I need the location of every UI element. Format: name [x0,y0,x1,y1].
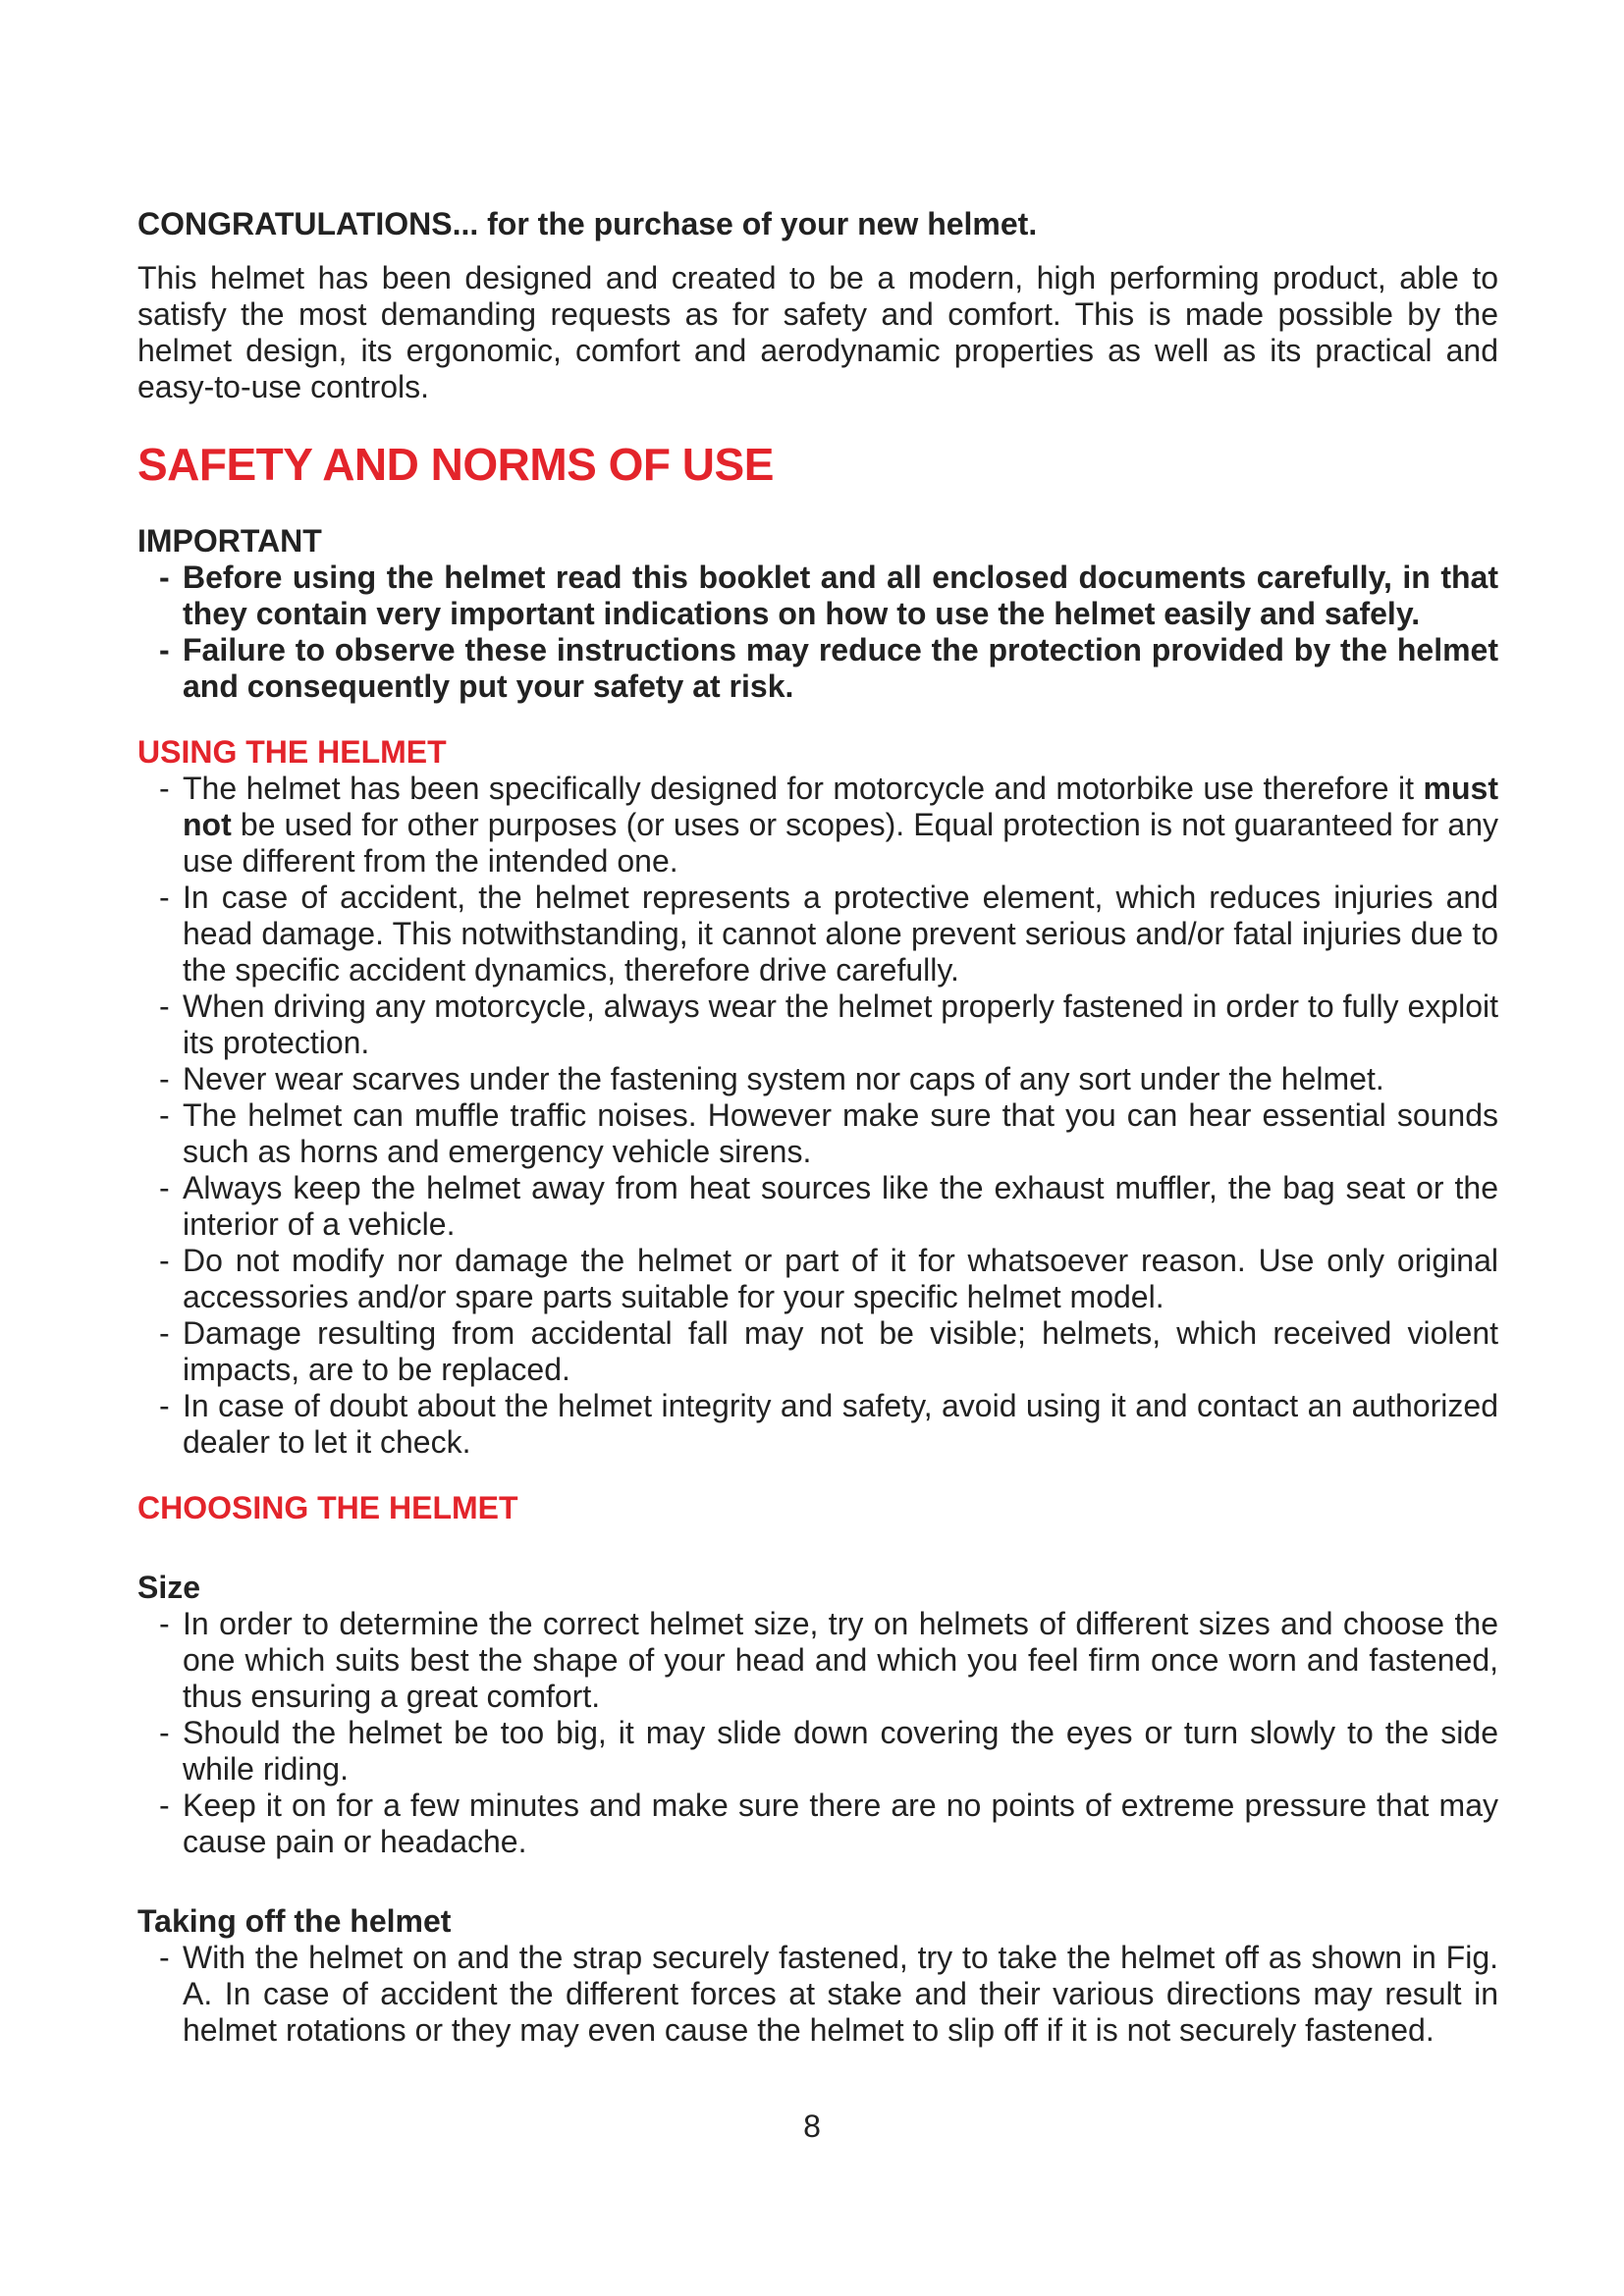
intro-title: CONGRATULATIONS... for the purchase of your new helmet. [137,206,1038,241]
dash-bullet: - [159,988,170,1024]
choosing-helmet-heading: CHOOSING THE HELMET [137,1490,518,1525]
size-heading: Size [137,1570,201,1605]
spacer [137,1526,1498,1570]
page-number: 8 [803,2109,821,2144]
list-item: - Before using the helmet read this booklet and all enclosed documents carefully, in that they contain very important indications on how to use the helmet easily and safely. [159,560,1498,631]
list-item: - In order to determine the correct helmet size, try on helmets of different sizes and choose the one which suits best the shape of your head and which you feel firm once worn and fastened, thus ensuring a great comfort. [159,1606,1498,1714]
dash-bullet: - [159,1097,170,1133]
list-item: - With the helmet on and the strap securely fastened, try to take the helmet off as shown in Fig. A. In case of accident the different forces at stake and their various directions may result in helmet rotations or they may even cause the helmet to slip off if it is not securely fastened. [159,1940,1498,2048]
list-item: - The helmet can muffle traffic noises. However make sure that you can hear essential sounds such as horns and emergency vehicle sirens. [159,1097,1498,1169]
list-item: - In case of doubt about the helmet integrity and safety, avoid using it and contact an authorized dealer to let it check. [159,1388,1498,1460]
dash-bullet: - [159,1606,170,1641]
list-item: - Never wear scarves under the fastening system nor caps of any sort under the helmet. [159,1061,1384,1096]
list-item: - Do not modify nor damage the helmet or part of it for whatsoever reason. Use only original accessories and/or spare parts suitable for your specific helmet model. [159,1243,1498,1314]
dash-bullet: - [159,632,170,667]
dash-bullet: - [159,1315,170,1351]
using-helmet-heading: USING THE HELMET [137,734,447,770]
dash-bullet: - [159,1388,170,1423]
important-list [137,560,1498,705]
list-item: - Always keep the helmet away from heat sources like the exhaust muffler, the bag seat or the interior of a vehicle. [159,1170,1498,1242]
using-helmet-list [137,771,1498,1461]
intro-paragraph: This helmet has been designed and created to be a modern, high performing product, able to satisfy the most demanding requests as for safety and comfort. This is made possible by the helmet design, its ergonomic, comfort and aerodynamic properties as well as its practical and easy-to-use controls. [137,260,1498,404]
dash-bullet: - [159,560,170,595]
list-item: - Damage resulting from accidental fall may not be visible; helmets, which received violent impacts, are to be replaced. [159,1315,1498,1387]
dash-bullet: - [159,1715,170,1750]
size-list [137,1606,1498,1860]
taking-off-list [137,1940,1498,2049]
dash-bullet: - [159,1061,170,1096]
dash-bullet: - [159,1170,170,1205]
list-item: - Keep it on for a few minutes and make sure there are no points of extreme pressure that may cause pain or headache. [159,1788,1498,1859]
list-item: - Failure to observe these instructions may reduce the protection provided by the helmet and consequently put your safety at risk. [159,632,1498,704]
dash-bullet: - [159,771,170,806]
dash-bullet: - [159,1788,170,1823]
important-heading: IMPORTANT [137,523,322,559]
list-item: - In case of accident, the helmet represents a protective element, which reduces injuries and head damage. This notwithstanding, it cannot alone prevent serious and/or fatal injuries due to the specific accident dynamics, therefore drive carefully. [159,880,1498,988]
section-title-safety: SAFETY AND NORMS OF USE [137,439,774,490]
dash-bullet: - [159,880,170,915]
dash-bullet: - [159,1243,170,1278]
emphasis-must-not: must not [183,771,1498,842]
list-item: - The helmet has been specifically designed for motorcycle and motorbike use therefore it must not be used for other purposes (or uses or scopes). Equal protection is not guaranteed for any use different from the intended one. [159,771,1498,879]
taking-off-heading: Taking off the helmet [137,1903,452,1939]
list-item: - Should the helmet be too big, it may slide down covering the eyes or turn slowly to the side while riding. [159,1715,1498,1787]
dash-bullet: - [159,1940,170,1975]
spacer [137,1860,1498,1903]
list-item: - When driving any motorcycle, always wear the helmet properly fastened in order to fully exploit its protection. [159,988,1498,1060]
